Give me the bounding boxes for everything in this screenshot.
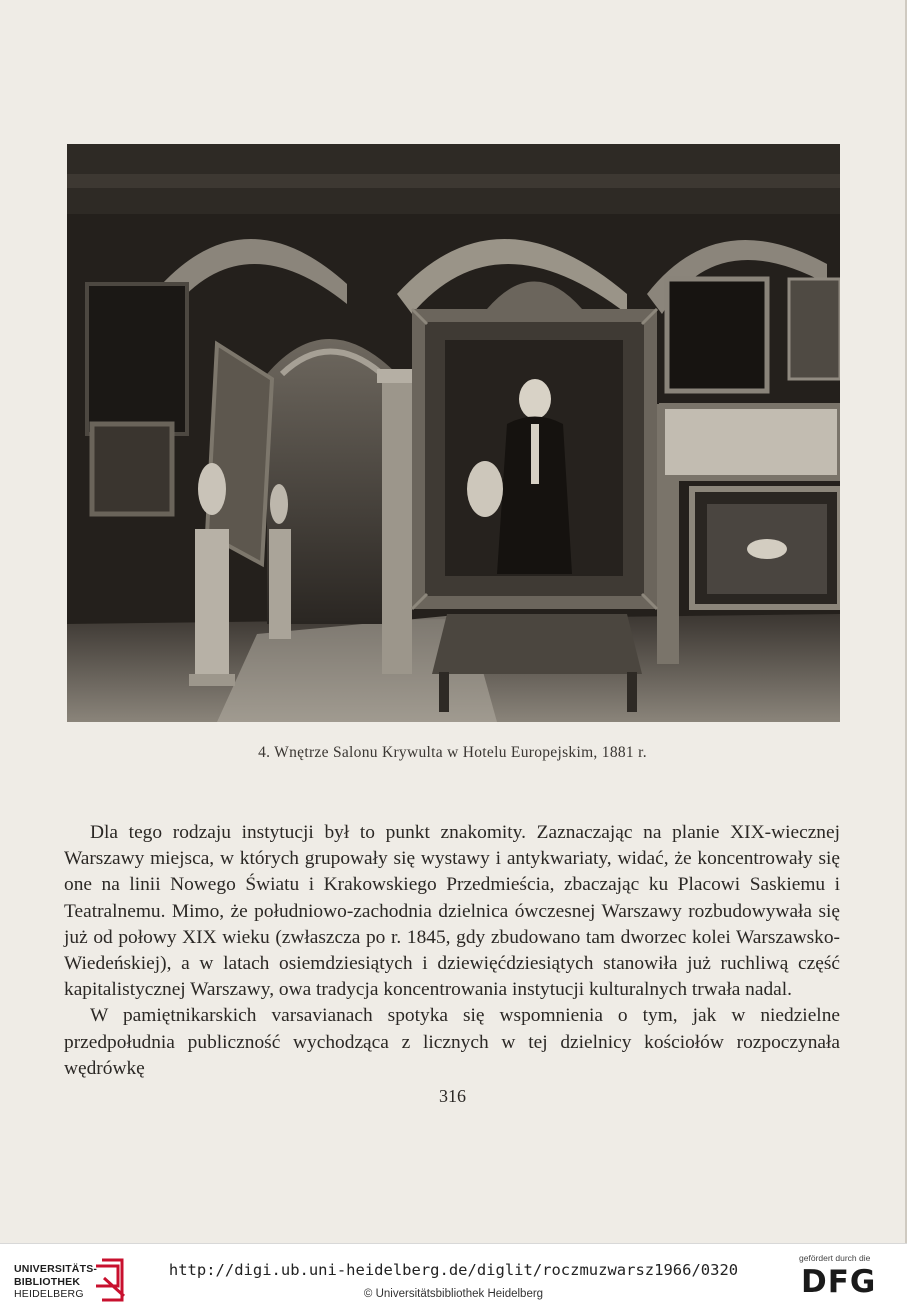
library-name-line1: UNIVERSITÄTS- bbox=[14, 1263, 98, 1275]
copyright-notice: © Universitätsbibliothek Heidelberg bbox=[363, 1288, 544, 1300]
interior-photo-illustration bbox=[67, 144, 840, 722]
page-number: 316 bbox=[439, 1086, 466, 1106]
library-name-line2: BIBLIOTHEK bbox=[14, 1275, 81, 1288]
body-text bbox=[64, 820, 840, 1082]
dfg-logo[interactable]: DFG bbox=[801, 1264, 877, 1300]
paragraph-2: W pamiętnikarskich varsavianach spotyka się wspomnienia o tym, jak w niedzielne przedpołudnia publiczność wychodząca z licznych w tej dzielnicy kościołów rozpoczynała wędrówkę bbox=[64, 1005, 840, 1079]
figure-photograph bbox=[67, 144, 840, 722]
permalink-url[interactable]: http://digi.ub.uni-heidelberg.de/diglit/roczmuzwarsz1966/0320 bbox=[168, 1261, 739, 1279]
paragraph-1: Dla tego rodzaju instytucji był to punkt znakomity. Zaznaczając na planie XIX-wiecznej Warszawy miejsca, w których grupowały się wystawy i antykwariaty, widać, że koncentrowały się one na linii Nowego Światu i Krakowskiego Przedmieścia, zbaczając ku Placowi Saskiemu i Teatralnemu. Mimo, że południowo-zachodnia dzielnica ówczesnej Warszawy rozbudowywała się już od połowy XIX wieku (zwłaszcza po r. 1845, gdy zbudowano tam dworzec kolei Warszawsko-Wiedeńskiej), a w latach osiemdziesiątych i dziewięćdziesiątych stanowiła już ruchliwą część kapitalistycznej Warszawy, owa tradycja koncentrowania instytucji kulturalnych trwała nadal. bbox=[64, 822, 840, 1001]
funding-label: gefördert durch die bbox=[799, 1253, 871, 1263]
library-name-line3: HEIDELBERG bbox=[14, 1288, 84, 1300]
figure-caption: 4. Wnętrze Salonu Krywulta w Hotelu Europejskim, 1881 r. bbox=[258, 744, 647, 761]
footer-bar bbox=[0, 1243, 907, 1312]
